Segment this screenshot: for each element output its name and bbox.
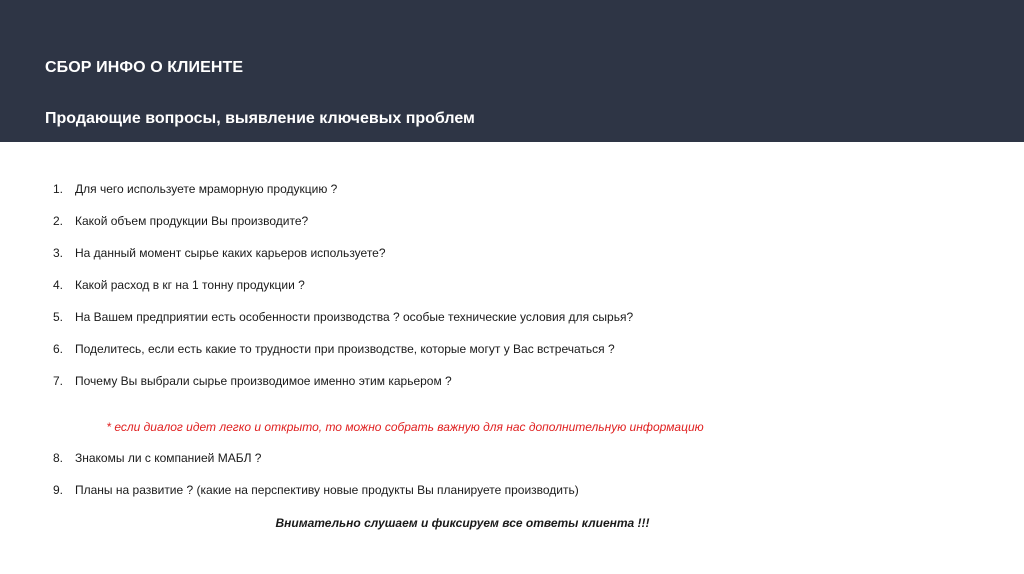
question-number: 1. (53, 182, 64, 196)
question-number: 4. (53, 278, 64, 292)
question-item-8 (53, 451, 261, 465)
question-item-6 (53, 342, 615, 356)
question-number: 6. (53, 342, 64, 356)
question-text: Какой объем продукции Вы производите? (75, 214, 309, 228)
question-number: 2. (53, 214, 64, 228)
slide-header (0, 0, 1024, 142)
question-item-2 (53, 214, 308, 228)
page-title: СБОР ИНФО О КЛИЕНТЕ (45, 59, 244, 76)
question-number: 7. (53, 374, 64, 388)
question-item-9 (53, 483, 579, 497)
page-subtitle: Продающие вопросы, выявление ключевых проблем (45, 110, 475, 127)
question-item-5 (53, 310, 633, 324)
question-number: 9. (53, 483, 64, 497)
question-number: 8. (53, 451, 64, 465)
question-number: 3. (53, 246, 64, 260)
question-text: На Вашем предприятии есть особенности производства ? особые технические условия для сырья? (75, 310, 634, 324)
question-text: Для чего используете мраморную продукцию ? (75, 182, 338, 196)
question-item-1 (53, 182, 337, 196)
question-text: Планы на развитие ? (какие на перспективу новые продукты Вы планируете производить) (75, 483, 579, 497)
final-instruction-note: Внимательно слушаем и фиксируем все ответы клиента !!! (275, 516, 650, 530)
question-item-7 (53, 374, 452, 388)
additional-info-note: * если диалог идет легко и открыто, то можно собрать важную для нас дополнительную информацию (106, 420, 704, 434)
question-item-4 (53, 278, 305, 292)
question-text: Знакомы ли с компанией МАБЛ ? (75, 451, 262, 465)
question-item-3 (53, 246, 386, 260)
question-text: Почему Вы выбрали сырье производимое именно этим карьером ? (75, 374, 452, 388)
question-text: Какой расход в кг на 1 тонну продукции ? (75, 278, 305, 292)
question-text: Поделитесь, если есть какие то трудности при производстве, которые могут у Вас встречаться ? (75, 342, 615, 356)
question-number: 5. (53, 310, 64, 324)
question-text: На данный момент сырье каких карьеров используете? (75, 246, 386, 260)
